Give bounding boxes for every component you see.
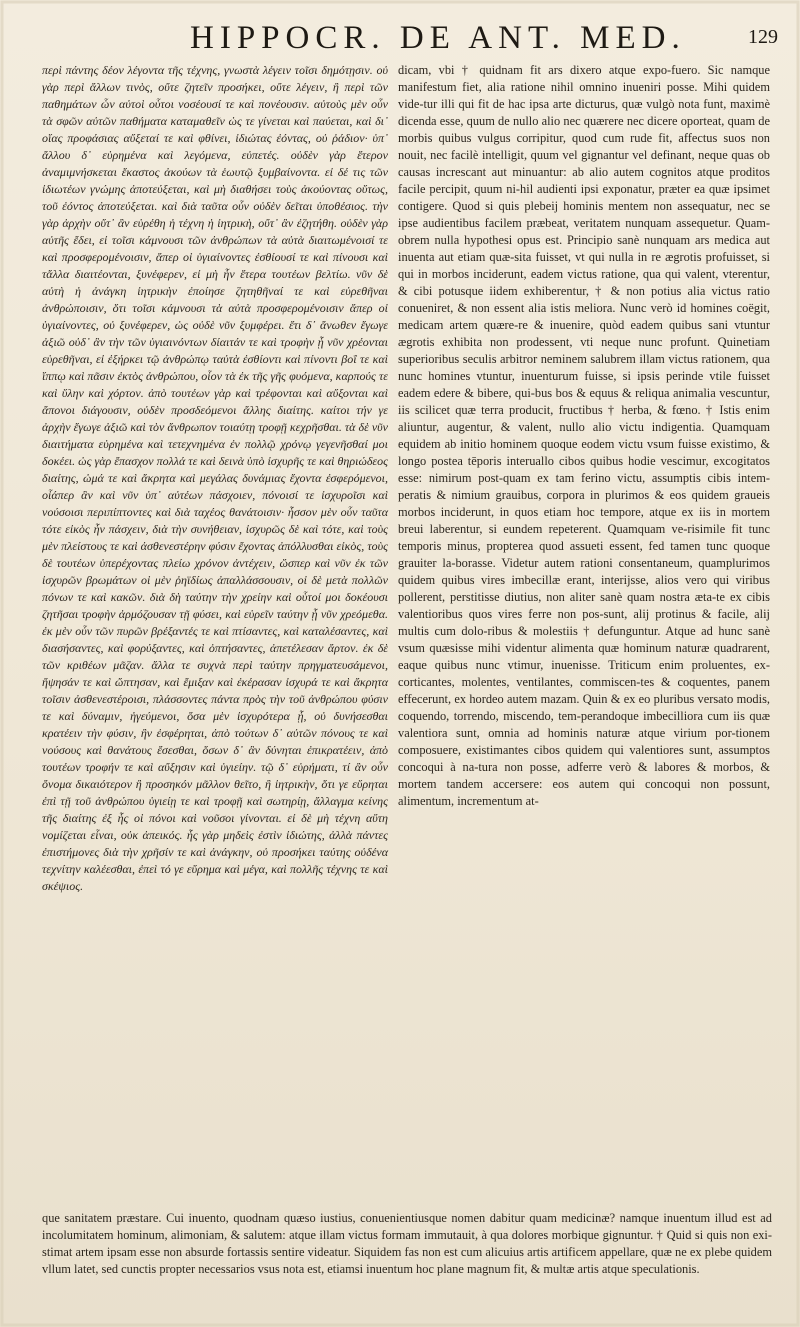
latin-paragraph: dicam, vbi † quidnam fit ars dixero atque expo-fuero. Sic namque manifestum fiet, alia ratione nihil omnino inueniri posse. Mihi quidem vide-tur illi qui fit de hac ipsa arte dicturus, quæ vulgò nota funt, maximè dicenda esse, quum de nullo alio nec quærere nec dicere oporteat, quam de morbis quibus vulgus corripitur, quod cum rude fit, affectus suos non nouit, nec facilè intelligit, quum vel gignantur vel definant, neque quas ob causas increscant aut minuantur: ab alio autem cognitos atque proditos facile percipit, quum ni-hil audienti ipsi exponatur, præter ea quæ ipsimet contigere. Quod si quis plebeij hominis mentem non assequatur, nec se ipse audientibus facilem præbeat, veritatem nunquam assequetur. Quam-obrem nulla hypothesi opus est. Principio sanè nunquam ars medica aut inuenta aut etiam quæ-sita fuisset, vt qui nulla in re ægrotis profuisset, si qui in morbos inciderunt, eadem victus ratione, qua qui valent, vterentur, & cibi potusque iidem exhiberentur, † & non potius alia victus ratio conueniret, & non essent alia istis meliora. Nunc verò id homines coëgit, medicam artem quære-re & inuenire, quòd eadem quibus sani vtuntur ægrotis exhibita non prodessent, vti neque nunc profunt. Quinetiam superioribus seculis arbitror neminem salubrem illam victus rationem, qua nunc homines vtuntur, inuenturum fuisse, si ipsis perinde vtile fuisset eadem edere & bibere, qui-bus bos & equus & reliqua animalia vescuntur, iis scilicet quæ terra producit, fructibus † herba, & fœno. † Istis enim aliuntur, augentur, & valent, nullo alio victu indigentia. Quamquam equidem ab initio hominem quoque eodem victu vsum fuisse existimo, & longo postea tēporis interuallo cibos quibus hodie vescimur, excogitatos esse: nimirum post-quam ex tam ferino victu, assumptis cibis intem-peratis & nimium grauibus, corpora in plurimos & eos quidem graueis morbos inciderunt, in quos etiam hoc tempore, atque ex iis in mortem breui laberentur, si eundem repeterent. Quamquam ve-risimile fit tunc temporis minus, propterea quod assueti essent, fed tamen tunc quoque grauiter la-borasse. Videtur autem rationi consentaneum, quamplurimos quidem quibus vires imbecillæ erant, interijsse, alios vero qui viribus pollerent, perstitisse diutius, non aliter sanè quam nostra æta-te ex cibis valentioribus quos vires ferre non pos-sunt, alij protinus & facile, alij multis cum dolo-ribus & molestiis † defunguntur. Atque ad hunc sanè vsum quæsisse mihi videntur alimenta quæ hominum naturæ quadrarent, eaque quibus nunc vtimur, inuenisse. Triticum enim proluentes, ex-corticantes, molentes, ventilantes, commiscen-tes & coquentes, panem effecerunt, ex hordeo autem mazam. Quin & ex eo pluribus versato modis, coquendo, torrendo, miscendo, tem-perandoque imbecilliora cum iis quæ valentiora sunt, omnia ad hominis naturæ atque virium por-tionem composuere, existimantes cibos quidem qui valentiores sunt, assumptos concoqui à na-tura non posse, adferre verò & labores & morbos, & mortem tandem accersere: eos autem qui concoqui non possunt, alimentum, incrementum at- [398,63,770,808]
bottom-paragraph-text: que sanitatem præstare. Cui inuento, quodnam quæso iustius, conuenientiusque nomen dabitur quam medicinæ? namque inuentum illud est ad incolumitatem hominum, alimoniam, & salutem: atque illam victus formam immutauit, à qua dolores morbique gignuntur. † Quid si quis non exi-stimat artem ipsam esse non absurde fortassis sentire videatur. Siquidem fas non est cum alicuius artis artificem appellare, quæ ne ex plebe quidem vllum latet, sed cunctis propter necessarios vsus nota est, etiamsi inuentum hoc plane magnum fit, & multæ artis atque speculationis. [42,1211,772,1276]
latin-translation-column [398,62,770,810]
greek-text-column [42,62,388,895]
running-head-title: HIPPOCR. DE ANT. MED. [190,20,686,56]
page-number: 129 [748,26,778,48]
greek-paragraph: περὶ πάντης δέον λέγοντα τῆς τέχνης, γνωστὰ λέγειν τοῖσι δημότῃσιν. οὐ γὰρ περὶ ἄλλων τινὸς, οὔτε ζητεῖν προσήκει, οὔτε λέγειν, ἢ περὶ τῶν παθημάτων ὧν αὐτοὶ οὗτοι νοσέουσί τε καὶ πονέουσιν. αὐτοὺς μὲν οὖν τὰ σφῶν αὐτῶν παθήματα καταμαθεῖν ὡς τε γίνεται καὶ παύεται, καὶ δι᾽ οἵας προφάσιας αὔξεταί τε καὶ φθίνει, ἰδιώτας ἐόντας, οὐ ῥάδιον· ὑπ᾽ ἄλλου δ᾽ εὑρημένα καὶ λεγόμενα, εὐπετές. οὐδὲν γὰρ ἕτερον ἀναμιμνήσκεται ἕκαστος ἀκούων τὰ ἑωυτῷ ξυμβαίνοντα. εἰ δέ τις τῶν ἰδιωτέων γνώμης ἀποτεύξεται, καὶ μὴ διαθήσει τοὺς ἀκούοντας οὕτως, τοῦ ἐόντος ἀποτεύξεται. καὶ διὰ ταῦτα οὖν οὐδὲν δεῖται ὑποθέσιος. τὴν γὰρ ἀρχὴν οὔτ᾽ ἂν εὑρέθη ἡ τέχνη ἡ ἰητρικὴ, οὔτ᾽ ἂν ἐζητήθη. οὐδὲν γὰρ αὐτῆς ἔδει, εἰ τοῖσι κάμνουσι τῶν ἀνθρώπων τὰ αὐτὰ διαιτωμένοισί τε καὶ προσφερομένοισιν, ἅπερ οἱ ὑγιαίνοντες ἐσθίουσί τε καὶ πίνουσι καὶ τἄλλα διαιτέονται, ξυνέφερεν, εἰ μὴ ἦν ἕτερα τουτέων βελτίω. νῦν δὲ αὐτὴ ἡ ἀνάγκη ἰητρικὴν ἐποίησε ζητηθῆναί τε καὶ εὑρεθῆναι ἀνθρώποισιν, ὅτι τοῖσι κάμνουσι τὰ αὐτὰ προσφερομένοισιν ἅπερ οἱ ὑγιαίνοντες, οὐ ξυνέφερεν, ὡς οὐδὲ νῦν ξυμφέρει. ἔτι δ᾽ ἄνωθεν ἔγωγε ἀξιῶ οὐδ᾽ ἂν τὴν τῶν ὑγιαινόντων δίαιτάν τε καὶ τροφὴν ᾗ νῦν χρέονται εὑρεθῆναι, εἰ ἐξήρκει τῷ ἀνθρώπῳ ταὐτὰ ἐσθίοντι καὶ πίνοντι βοΐ τε καὶ ἵππῳ καὶ πᾶσιν ἐκτὸς ἀνθρώπου, οἷον τὰ ἐκ τῆς γῆς φυόμενα, καρπούς τε καὶ ὕλην καὶ χόρτον. ἀπὸ τουτέων γὰρ καὶ τρέφονται καὶ αὔξονται καὶ ἄπονοι διάγουσιν, οὐδὲν προσδεόμενοι ἄλλης διαίτης. καίτοι τήν γε ἀρχὴν ἔγωγε ἀξιῶ καὶ τὸν ἄνθρωπον τοιαύτῃ τροφῇ κεχρῆσθαι. τὰ δὲ νῦν διαιτήματα εὑρημένα καὶ τετεχνημένα ἐν πολλῷ χρόνῳ γεγενῆσθαί μοι δοκέει. ὡς γὰρ ἔπασχον πολλά τε καὶ δεινὰ ὑπὸ ἰσχυρῆς τε καὶ θηριώδεος διαίτης, ὠμά τε καὶ ἄκρητα καὶ μεγάλας δυνάμιας ἔχοντα ἐσφερόμενοι, οἷάπερ ἂν καὶ νῦν ὑπ᾽ αὐτέων πάσχοιεν, πόνοισί τε ἰσχυροῖσι καὶ νούσοισι περιπίπτοντες καὶ διὰ ταχέος θανάτοισιν· ἧσσον μὲν οὖν ταῦτα τότε εἰκὸς ἦν πάσχειν, διὰ τὴν συνήθειαν, ἰσχυρῶς δὲ καὶ τότε, καὶ τοὺς μὲν πλείστους τε καὶ ἀσθενεστέρην φύσιν ἔχοντας ἀπόλλυσθαι εἰκὸς, τοὺς δὲ τουτέων ὑπερέχοντας πλείω χρόνον ἀντέχειν, ὥσπερ καὶ νῦν ἐκ τῶν ἰσχυρῶν βρωμάτων οἱ μὲν ῥηϊδίως ἀπαλλάσσουσιν, οἱ δὲ μετὰ πολλῶν πόνων τε καὶ κακῶν. διὰ δὴ ταύτην τὴν χρείην καὶ οὗτοί μοι δοκέουσι ζητῆσαι τροφὴν ἁρμόζουσαν τῇ φύσει, καὶ εὑρεῖν ταύτην ᾗ νῦν χρεόμεθα. ἐκ μὲν οὖν τῶν πυρῶν βρέξαντές τε καὶ πτίσαντες, καὶ καταλέσαντες, καὶ διασήσαντες, καὶ φορύξαντες, καὶ ὀπτήσαντες, ἀπετέλεσαν ἄρτον. ἐκ δὲ τῶν κριθέων μᾶζαν. ἄλλα τε συχνὰ περὶ ταύτην πρηγματευσάμενοι, ἥψησάν τε καὶ ὤπτησαν, καὶ ἔμιξαν καὶ ἐκέρασαν ἰσχυρά τε καὶ ἄκρητα τοῖσιν ἀσθενεστέροισι, πλάσσοντες πάντα πρὸς τὴν τοῦ ἀνθρώπου φύσιν τε καὶ δύναμιν, ἡγεύμενοι, ὅσα μὲν ἰσχυρότερα ᾖ, οὐ δυνήσεσθαι κρατέειν τὴν φύσιν, ἢν ἐσφέρηται, ἀπὸ τούτων δ᾽ αὐτῶν πόνους τε καὶ νούσους καὶ θανάτους ἔσεσθαι, ὅσων δ᾽ ἂν δύνηται ἐπικρατέειν, ἀπὸ τουτέων τροφήν τε καὶ αὔξησιν καὶ ὑγιείην. τῷ δ᾽ εὑρήματι, τί ἂν οὖν ὄνομα δικαιότερον ἢ προσηκόν μᾶλλον θεῖτο, ἢ ἰητρικὴν, ὅτι γε εὕρηται ἐπὶ τῇ τοῦ ἀνθρώπου ὑγιείῃ τε καὶ τροφῇ καὶ σωτηρίῃ, ἄλλαγμα κείνης τῆς διαίτης ἐξ ἧς οἱ πόνοι καὶ νοῦσοι γίνονται. εἰ δὲ μὴ τέχνη αὕτη νομίζεται εἶναι, οὐκ ἀπεικός. ἧς γὰρ μηδεὶς ἐστὶν ἰδιώτης, ἀλλὰ πάντες ἐπιστήμονες διὰ τὴν χρῆσίν τε καὶ ἀνάγκην, οὐ προσήκει ταύτης οὐδένα τεχνίτην καλέεσθαι, ἐπεὶ τό γε εὕρημα καὶ μέγα, καὶ πολλῆς τέχνης τε καὶ σκέψιος. [42,63,389,893]
running-head [0,10,800,66]
bottom-latin-paragraph [42,1210,772,1278]
